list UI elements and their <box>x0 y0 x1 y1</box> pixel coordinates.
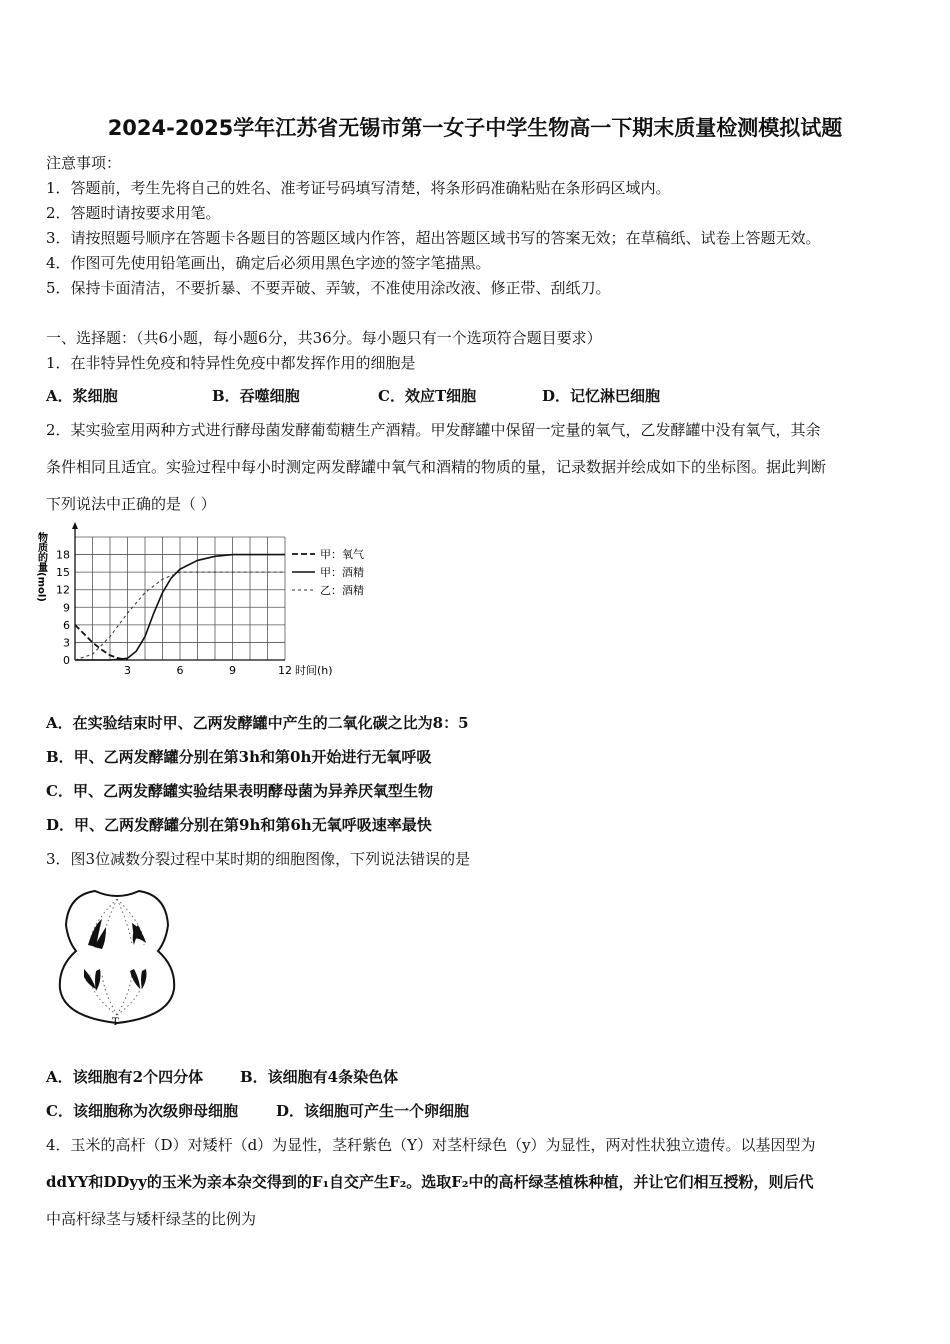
notice-item-3: 3．请按照题号顺序在答题卡各题目的答题区域内作答，超出答题区域书写的答案无效；在草稿纸、试卷上答题无效。 <box>46 229 821 247</box>
chromosome <box>95 969 101 991</box>
q3-option-a: A．该细胞有2个四分体 <box>46 1068 204 1086</box>
notice-item-4: 4．作图可先使用铅笔画出，确定后必须用黑色字迹的签字笔描黑。 <box>46 254 491 272</box>
x-tick-label: 12 <box>278 664 292 677</box>
q2-option-c: C．甲、乙两发酵罐实验结果表明酵母菌为异养厌氧型生物 <box>46 782 433 800</box>
q1-option-c: C．效应T细胞 <box>378 387 477 405</box>
q3-stem: 3．图3位减数分裂过程中某时期的细胞图像，下列说法错误的是 <box>46 850 471 868</box>
notice-item-5: 5．保持卡面清洁，不要折暴、不要弄破、弄皱，不准使用涂改液、修正带、刮纸刀。 <box>46 279 611 297</box>
centrosome-mark: T <box>112 1017 119 1028</box>
page-title: 2024-2025学年江苏省无锡市第一女子中学生物高一下期末质量检测模拟试题 <box>107 116 843 140</box>
q2-stem-line-1: 2．某实验室用两种方式进行酵母菌发酵葡萄糖生产酒精。甲发酵罐中保留一定量的氧气，乙发酵罐中没有氧气，其余 <box>46 421 821 439</box>
notice-heading: 注意事项： <box>46 154 122 172</box>
y-tick-label: 18 <box>56 548 70 562</box>
chart-grid <box>75 537 285 660</box>
q2-stem-line-3: 下列说法中正确的是（ ） <box>46 495 216 513</box>
q1-option-a: A．浆细胞 <box>46 387 118 405</box>
fermentation-chart <box>35 520 380 680</box>
q1-option-d: D．记忆淋巴细胞 <box>542 387 661 405</box>
q2-stem-line-2: 条件相同且适宜。实验过程中每小时测定两发酵罐中氧气和酒精的物质的量，记录数据并绘成如下的坐标图。据此判断 <box>46 458 827 476</box>
q2-option-b: B．甲、乙两发酵罐分别在第3h和第0h开始进行无氧呼吸 <box>46 748 432 766</box>
y-axis-label: 物质的量(mol) <box>35 532 47 602</box>
y-tick-label: 9 <box>63 601 70 615</box>
y-tick-label: 6 <box>63 618 70 632</box>
y-tick-label: 0 <box>63 654 70 667</box>
q2-option-d: D．甲、乙两发酵罐分别在第9h和第6h无氧呼吸速率最快 <box>46 816 432 834</box>
q4-stem-line-3: 中高杆绿茎与矮杆绿茎的比例为 <box>46 1210 257 1228</box>
spindle-fibers <box>90 899 144 1015</box>
y-tick-label: 12 <box>56 583 70 597</box>
q3-option-c: C．该细胞称为次级卵母细胞 <box>46 1102 238 1120</box>
q2-option-a: A．在实验结束时甲、乙两发酵罐中产生的二氧化碳之比为8：5 <box>46 714 469 732</box>
x-axis-label: 时间(h) <box>295 664 333 677</box>
q4-stem-line-1: 4．玉米的高杆（D）对矮杆（d）为显性，茎秆紫色（Y）对茎杆绿色（y）为显性，两对性状独立遗传。以基因型为 <box>46 1136 816 1154</box>
x-tick-label: 6 <box>176 664 184 677</box>
legend-label: 甲：氧气 <box>320 548 364 561</box>
chromosome <box>130 969 140 989</box>
cell-membrane <box>60 891 174 1023</box>
y-tick-label: 3 <box>63 636 70 650</box>
q4-stem-line-2: ddYY和DDyy的玉米为亲本杂交得到的F₁自交产生F₂。选取F₂中的高杆绿茎植株种植，并让它们相互授粉，则后代 <box>46 1173 814 1191</box>
notice-item-1: 1．答题前，考生先将自己的姓名、准考证号码填写清楚，将条形码准确粘贴在条形码区域内。 <box>46 179 671 197</box>
y-axis-arrow <box>72 522 78 529</box>
chart-ticks <box>56 549 333 677</box>
q3-option-d: D．该细胞可产生一个卵细胞 <box>276 1102 470 1120</box>
chart-legend <box>292 547 364 597</box>
legend-label: 甲：酒精 <box>320 566 364 579</box>
chart-axes <box>72 522 285 660</box>
chromosomes <box>84 919 147 991</box>
y-tick-label: 15 <box>56 566 70 580</box>
meiosis-cell-diagram <box>50 885 185 1030</box>
chromosome <box>141 969 147 989</box>
chromosome <box>84 969 96 989</box>
q3-option-b: B．该细胞有4条染色体 <box>240 1068 399 1086</box>
section-heading: 一、选择题：（共6小题，每小题6分，共36分。每小题只有一个选项符合题目要求） <box>46 329 602 347</box>
x-tick-label: 9 <box>229 664 236 677</box>
legend-label: 乙：酒精 <box>320 584 364 597</box>
q1-stem: 1．在非特异性免疫和特异性免疫中都发挥作用的细胞是 <box>46 354 416 372</box>
notice-item-2: 2．答题时请按要求用笔。 <box>46 204 221 222</box>
q1-option-b: B．吞噬细胞 <box>212 387 300 405</box>
x-tick-label: 3 <box>124 664 131 677</box>
